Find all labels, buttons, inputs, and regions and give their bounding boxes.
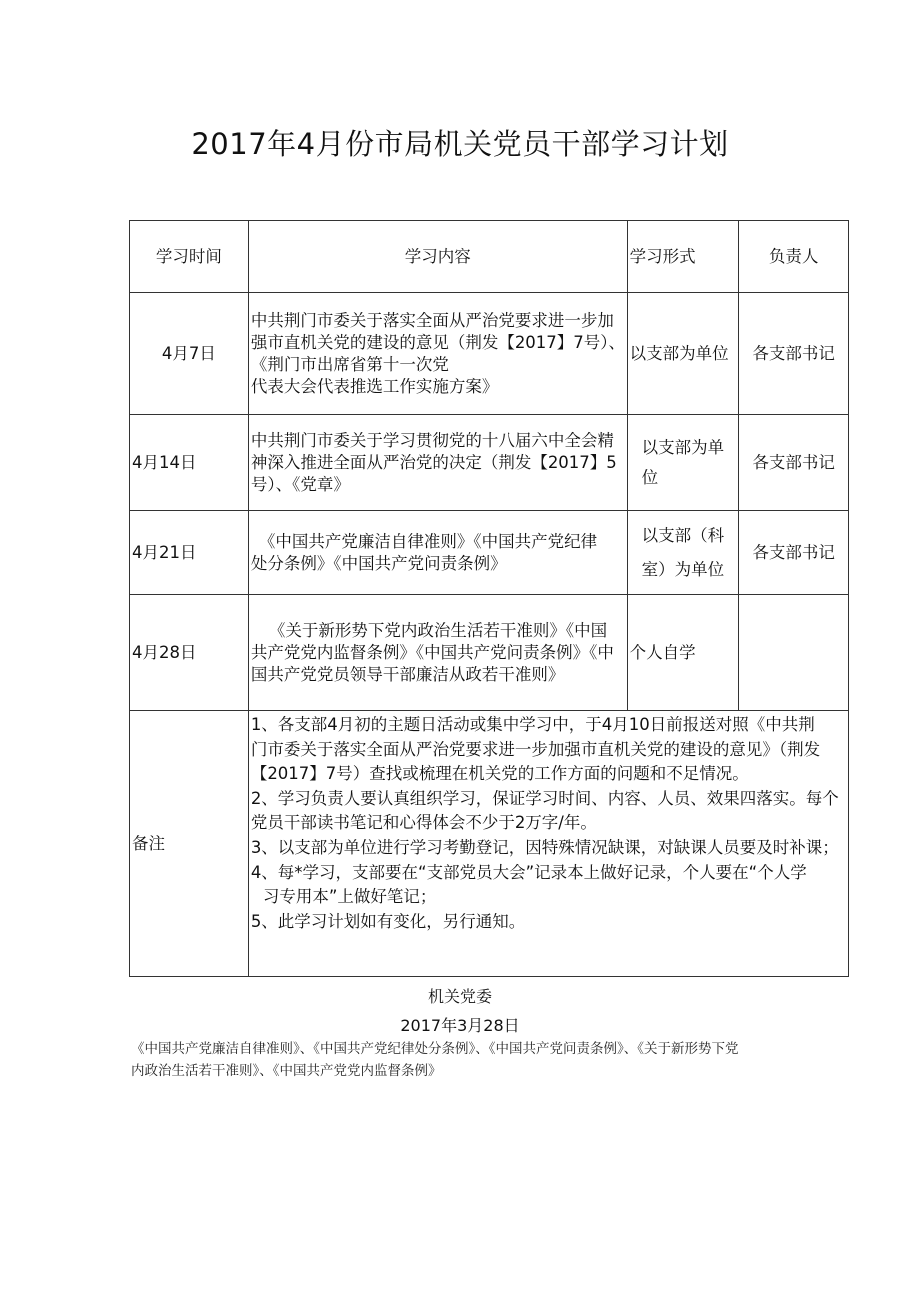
row-date: 4月21日 [130,511,249,595]
row-form: 以支部为单位 [627,293,739,415]
row-owner: 各支部书记 [739,511,849,595]
row-date: 4月7日 [130,293,249,415]
row-date: 4月14日 [130,415,249,511]
table-header-row [130,221,849,293]
row-content: 中共荆门市委关于学习贯彻党的十八届六中全会精 神深入推进全面从严治党的决定（荆发【2017】5 号）、《党章》 [248,415,627,511]
row-form: 以支部（科 室）为单位 [627,511,739,595]
row-content: 中共荆门市委关于落实全面从严治党要求进一步加 强市直机关党的建设的意见（荆发【2017】7号）、 《荆门市出席省第十一次党 代表大会代表推选工作实施方案》 [248,293,627,415]
header-content: 学习内容 [248,221,627,293]
signature-date: 2017年3月28日 [400,1016,520,1035]
signature-org: 机关党委 [427,987,492,1006]
header-form: 学习形式 [627,221,739,293]
table-row [130,415,849,511]
row-content: 《中国共产党廉洁自律准则》《中国共产党纪律 处分条例》《中国共产党问责条例》 [248,511,627,595]
study-plan-table [129,220,849,977]
row-owner: 各支部书记 [739,293,849,415]
reference-list: 《中国共产党廉洁自律准则》、《中国共产党纪律处分条例》、《中国共产党问责条例》、《关于新形势下党 内政治生活若干准则》、《中国共产党党内监督条例》 [131,1041,739,1079]
table-row [130,511,849,595]
table-row [130,293,849,415]
notes-content: 1、各支部4月初的主题日活动或集中学习中，于4月10日前报送对照《中共荆 门市委关于落实全面从严治党要求进一步加强市直机关党的建设的意见》（荆发 【2017】7号）查找或梳理在机关党的工作方面的问题和不足情况。 2、学习负责人要认真组织学习，保证学习时间、内容、人员、效果四落实。每个 党员干部读书笔记和心得体会不少于2万字/年。 3、以支部为单位进行学习考勤登记，因特殊情况缺课，对缺课人员要及时补课； 4、每*学习，支部要在“支部党员大会”记录本上做好记录，个人要在“个人学 习专用本”上做好笔记； 5、此学习计划如有变化，另行通知。 [248,711,848,977]
table-row [130,595,849,711]
row-form: 个人自学 [627,595,739,711]
row-owner [739,595,849,711]
row-date: 4月28日 [130,595,249,711]
notes-row [130,711,849,977]
header-owner: 负责人 [739,221,849,293]
notes-label: 备注 [130,711,249,977]
header-date: 学习时间 [130,221,249,293]
row-content: 《关于新形势下党内政治生活若干准则》《中国 共产党党内监督条例》《中国共产党问责条例》《中 国共产党党员领导干部廉洁从政若干准则》 [248,595,627,711]
row-owner: 各支部书记 [739,415,849,511]
row-form: 以支部为单 位 [627,415,739,511]
page-title: 2017年4月份市局机关党员干部学习计划 [191,127,729,161]
